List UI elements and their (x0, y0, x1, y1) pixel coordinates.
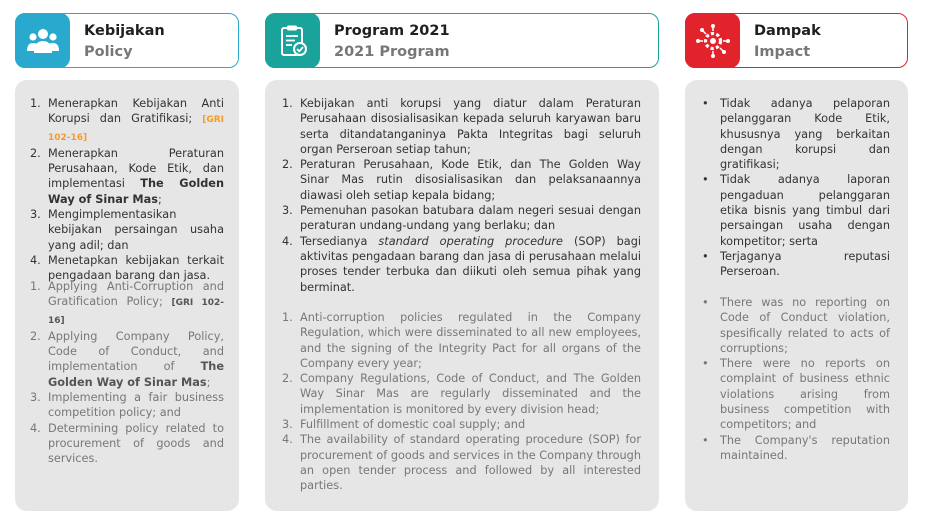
impact-list-id (702, 96, 890, 280)
list-item: 2. Peraturan Perusahaan, Kode Etik, dan The Golden Way Sinar Mas rutin disosialisasikan dan pelaksanaannya diawasi oleh setiap kepala bidang; (282, 158, 641, 202)
list-item: 4. Menetapkan kebijakan terkait pengadaan barang dan jasa. (30, 253, 224, 283)
program-list-en (282, 310, 641, 494)
list-item: 1. Anti-corruption policies regulated in the Company Regulation, which were disseminated to all new employees, and the signing of the Integrity Pact for all organs of the Company every year; (282, 311, 641, 370)
gear-network-icon (685, 13, 740, 68)
policy-list-en (30, 279, 224, 467)
list-item: • The Company's reputation maintained. (702, 433, 890, 462)
list-item: • There was no reporting on Code of Conduct violation, spesifically related to acts of corruptions; (702, 296, 890, 355)
list-item: 3. Pemenuhan pasokan batubara dalam negeri sesuai dengan peraturan undang-undang yang berlaku; dan (282, 204, 641, 233)
list-item: 3. Fulfillment of domestic coal supply; and (282, 418, 526, 432)
program-title-id: Program 2021 (334, 23, 450, 39)
list-item: • Terjaganya reputasi Perseroan. (702, 249, 890, 279)
clipboard-check-icon (265, 13, 320, 68)
people-group-icon (15, 13, 70, 68)
list-item: 1. Applying Anti-Corruption and Gratification Policy; [GRI 102-16] (30, 280, 225, 326)
gri-tag: [GRI 102-16] (48, 298, 225, 326)
list-item: 3. Implementing a fair business competition policy; and (30, 391, 224, 420)
program-list-id (282, 96, 641, 295)
list-item: • There were no reports on complaint of business ethnic violations arising from business competition with competitors; and (702, 357, 890, 432)
policy-title-en: Policy (84, 44, 133, 60)
impact-title-id: Dampak (754, 23, 821, 39)
impact-list-en (702, 295, 890, 463)
list-item: 4. Tersedianya standard operating procedure (SOP) bagi aktivitas pengadaan barang dan jasa di perusahaan melalui proses tender terbuka dan diikuti oleh semua pihak yang berminat. (282, 234, 642, 294)
impact-header (685, 13, 908, 68)
policy-list-id (30, 96, 224, 284)
list-item: 1. Kebijakan anti korupsi yang diatur dalam Peraturan Perusahaan disosialisasikan kepada seluruh karyawan baru serta ditandatanganinya Pakta Integritas bagi seluruh organ Perseroan setiap tahun; (282, 97, 641, 156)
program-title-en: 2021 Program (334, 44, 450, 60)
list-item: 4. Determining policy related to procurement of goods and services. (30, 421, 224, 466)
list-item: 2. Menerapkan Peraturan Perusahaan, Kode Etik, dan implementasi The Golden Way of Sinar Mas; (30, 146, 225, 206)
policy-header (15, 13, 239, 68)
list-item: • Tidak adanya pelaporan pelanggaran Kode Etik, khususnya yang berkaitan dengan korupsi dan gratifikasi; (702, 97, 890, 172)
impact-title-en: Impact (754, 44, 811, 60)
program-header (265, 13, 659, 68)
policy-title-id: Kebijakan (84, 23, 165, 39)
list-item: 2. Company Regulations, Code of Conduct, and The Golden Way Sinar Mas are regularly disseminated and the implementation is monitored by every division head; (282, 372, 641, 416)
list-item: 2. Applying Company Policy, Code of Conduct, and implementation of The Golden Way of Sinar Mas; (30, 329, 224, 389)
list-item: 3. Mengimplementasikan kebijakan persaingan usaha yang adil; dan (30, 208, 224, 252)
list-item: 4. The availability of standard operating procedure (SOP) for procurement of goods and services in the Company through an open tender process and followed by all interested parties. (282, 433, 641, 493)
list-item: • Tidak adanya laporan pengaduan pelanggaran etika bisnis yang timbul dari persaingan usaha dengan kompetitor; serta (702, 173, 890, 248)
gri-tag: [GRI 102-16] (48, 115, 225, 143)
list-item: 1. Menerapkan Kebijakan Anti Korupsi dan Gratifikasi; [GRI 102-16] (30, 97, 225, 143)
